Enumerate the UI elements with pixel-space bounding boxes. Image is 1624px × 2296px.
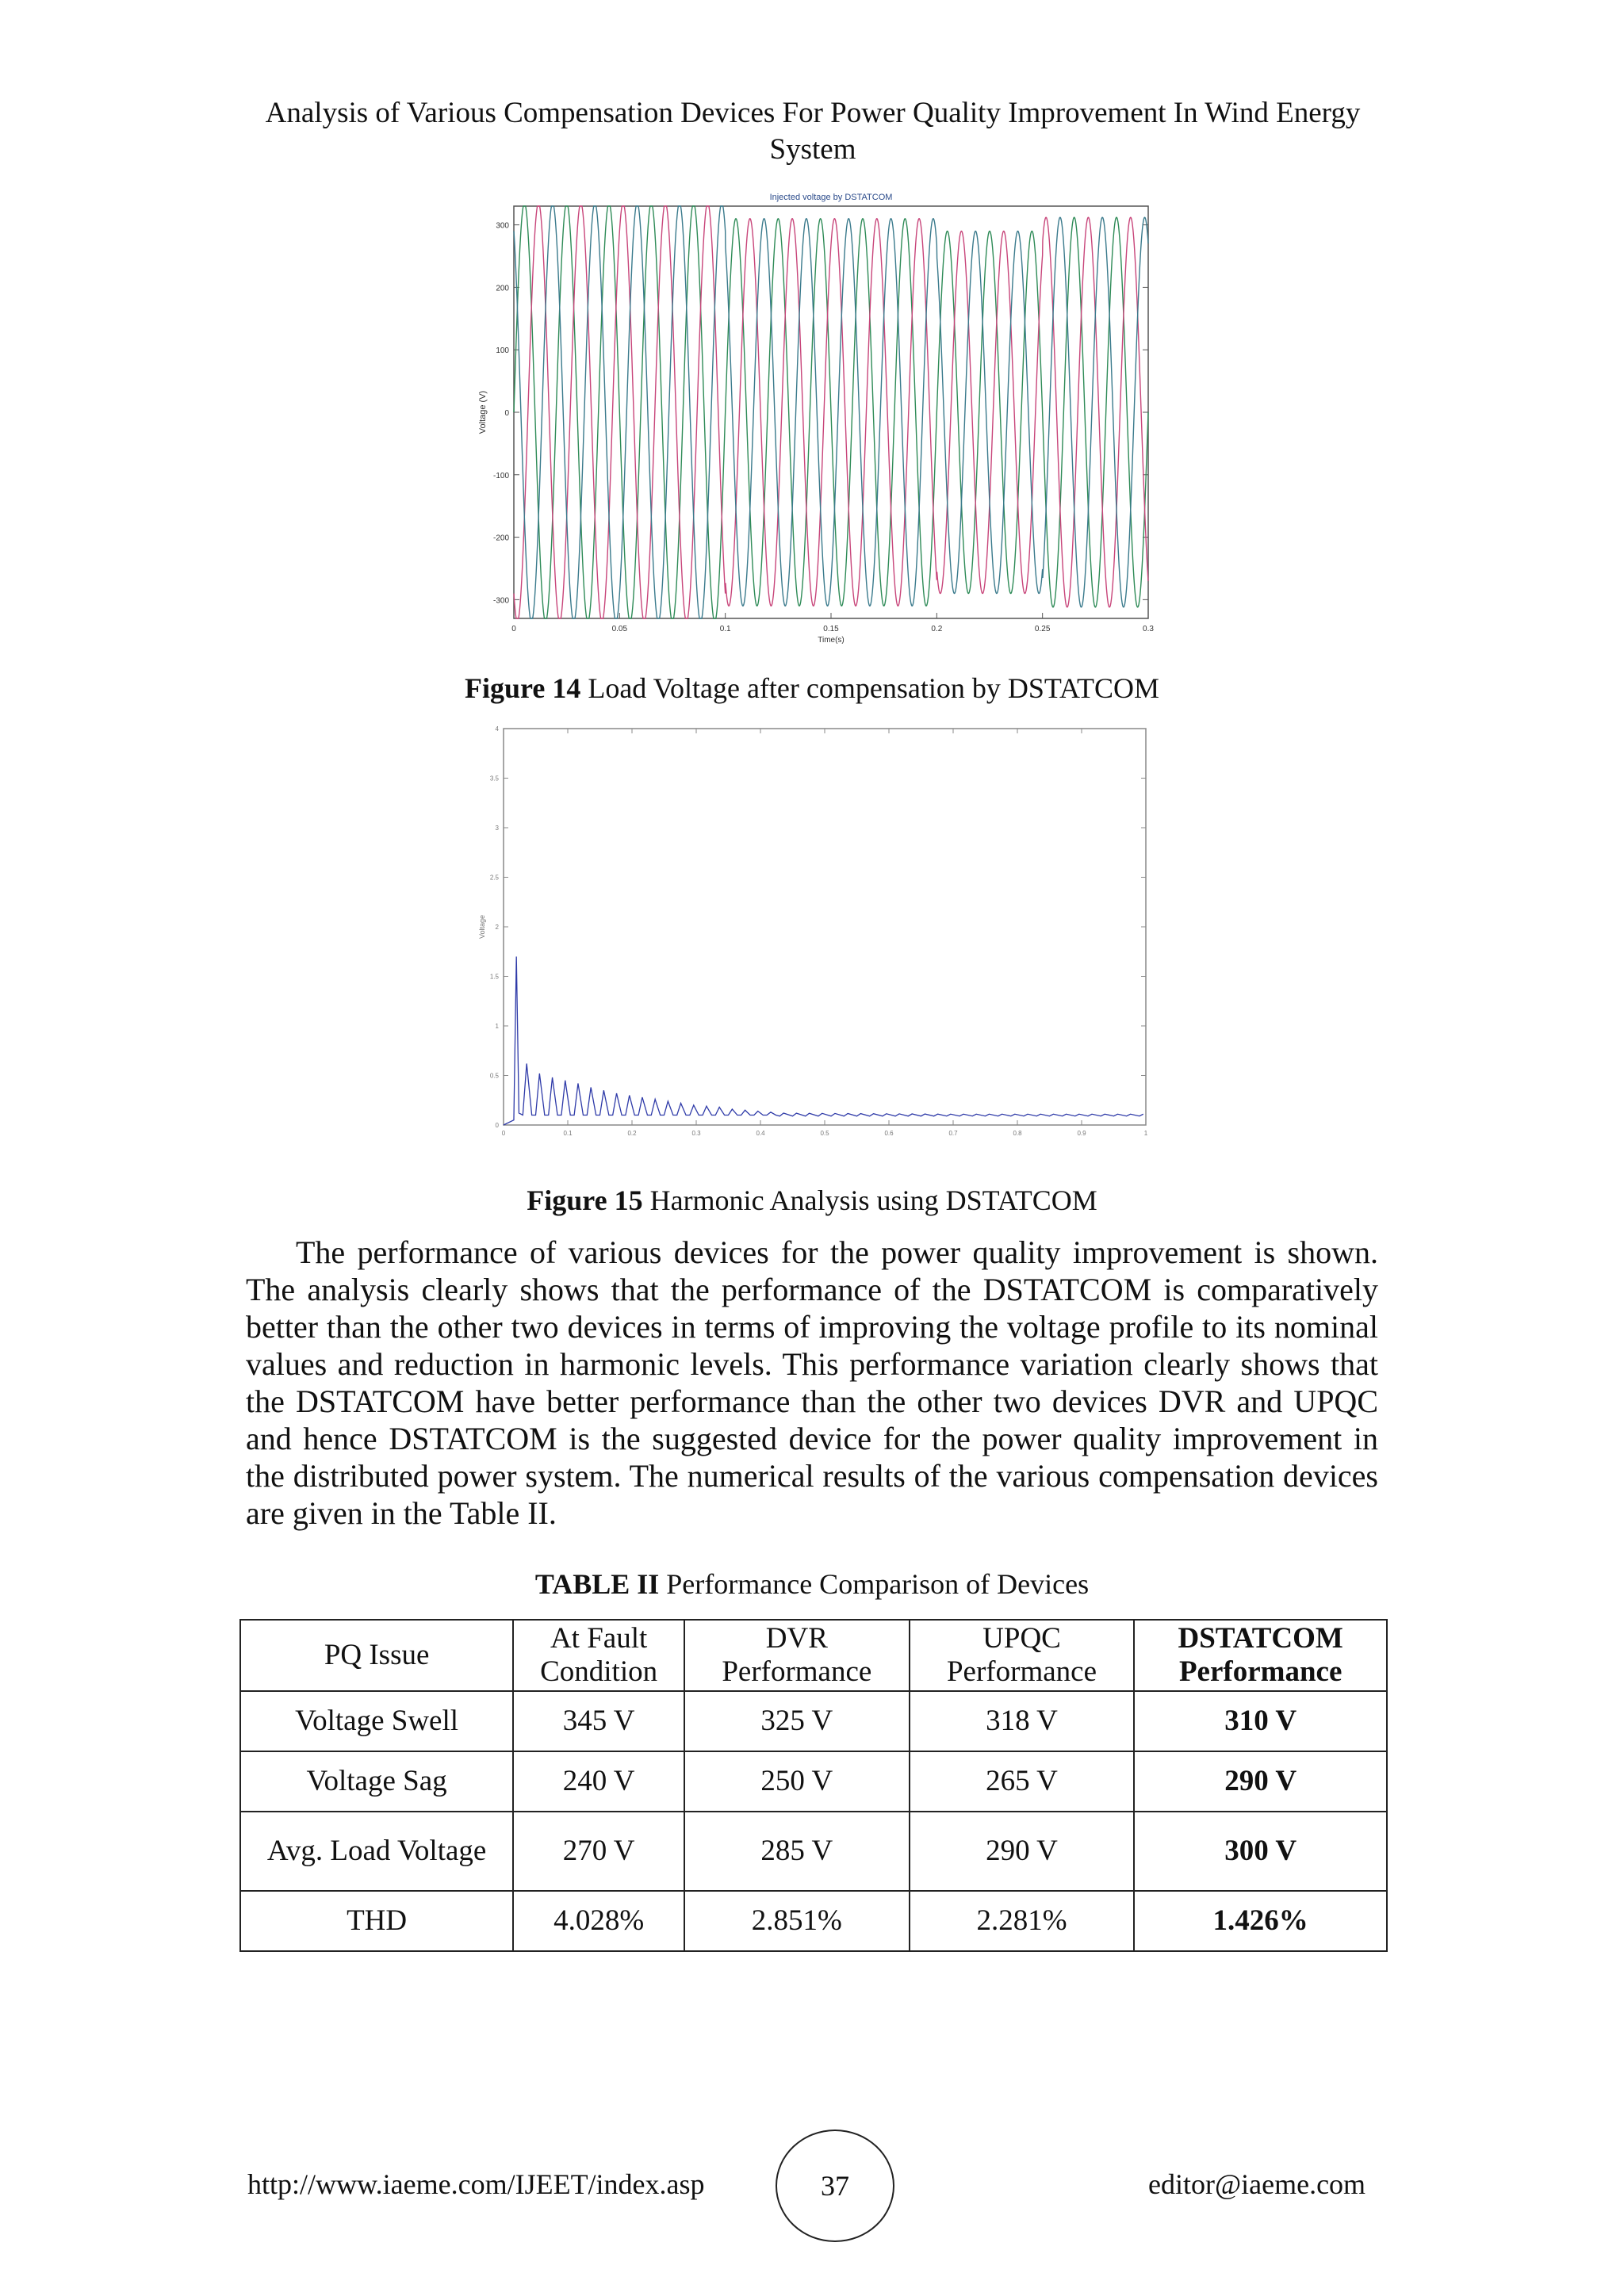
table-cell: Voltage Sag [240,1751,513,1812]
y-tick-label: 3 [495,825,499,832]
footer-url[interactable]: http://www.iaeme.com/IJEET/index.asp [247,2168,705,2200]
table-row [240,1751,1387,1812]
table-row [240,1891,1387,1951]
table-cell: 345 V [513,1691,684,1751]
x-tick-label: 0.2 [627,1130,637,1137]
header-pq-issue: PQ Issue [240,1620,513,1691]
header-dstatcom: DSTATCOM Performance [1134,1620,1387,1691]
y-tick-label: 200 [496,284,509,293]
y-tick-label: 4 [495,725,499,733]
table-cell: 265 V [910,1751,1135,1812]
header-at-fault: At Fault Condition [513,1620,684,1691]
figure-14-label: Figure 14 [465,672,581,704]
table-cell: Avg. Load Voltage [240,1812,513,1891]
figure-14-chart [468,187,1166,647]
running-header: Analysis of Various Compensation Devices For Power Quality Improvement In Wind Energy System [265,97,1361,166]
table-header-row [240,1620,1387,1691]
y-tick-label: 1 [495,1023,499,1030]
x-axis-label: Time(s) [818,636,845,645]
y-tick-label: 0 [495,1122,499,1129]
table-cell: 4.028% [513,1891,684,1951]
x-tick-label: 1 [1143,1130,1148,1137]
table-row [240,1691,1387,1751]
y-axis-label: Voltage (V) [478,390,488,434]
table-cell: 240 V [513,1751,684,1812]
table-cell: 285 V [684,1812,910,1891]
table-cell: 318 V [910,1691,1135,1751]
x-tick-label: 0.1 [563,1130,573,1137]
y-tick-label: 300 [496,221,509,231]
table-caption [0,1567,1624,1601]
x-tick-label: 0.3 [1143,625,1154,633]
x-tick-label: 0.5 [820,1130,829,1137]
page-number: 37 [821,2170,849,2202]
x-tick-label: 0 [511,625,516,633]
y-tick-label: 2 [495,924,499,931]
table-cell: 270 V [513,1812,684,1891]
y-tick-label: -300 [492,596,509,606]
x-tick-label: 0.2 [931,625,943,633]
figure-15-caption-text: Harmonic Analysis using DSTATCOM [649,1184,1097,1216]
table-caption-text: Performance Comparison of Devices [666,1568,1090,1600]
x-tick-label: 0.05 [611,625,628,633]
table-cell: 290 V [1134,1751,1387,1812]
y-tick-label: 0.5 [489,1072,499,1080]
body-paragraph: The performance of various devices for the power quality improvement is shown. The analysis clearly shows that the performance of the DSTATCOM is comparatively better than the other two devices in terms of improving the voltage profile to its nominal values and reduction in harmonic levels. This performance variation clearly shows that the DSTATCOM have better performance than the other two devices DVR and UPQC and hence DSTATCOM is the suggested device for the power quality improvement in the distributed power system. The numerical results of the various compensation devices are given in the Table II. [246,1234,1378,1531]
page-number-circle [776,2130,894,2242]
x-tick-label: 0.9 [1077,1130,1086,1137]
chart-title: Injected voltage by DSTATCOM [769,193,893,202]
y-tick-label: 3.5 [489,775,499,783]
x-tick-label: 0.7 [948,1130,958,1137]
table-cell: 325 V [684,1691,910,1751]
table-cell: 310 V [1134,1691,1387,1751]
table-cell: Voltage Swell [240,1691,513,1751]
plot-frame [504,729,1146,1125]
y-tick-label: -200 [492,534,509,543]
figure-15-chart [472,718,1162,1152]
x-tick-label: 0 [501,1130,506,1137]
performance-table [239,1619,1388,1952]
table-cell: 1.426% [1134,1891,1387,1951]
y-tick-label: -100 [492,471,509,480]
header-upqc: UPQC Performance [910,1620,1135,1691]
table-cell: 300 V [1134,1812,1387,1891]
y-tick-label: 1.5 [489,973,499,981]
table-cell: 2.851% [684,1891,910,1951]
x-tick-label: 0.25 [1034,625,1051,633]
header-dvr: DVR Performance [684,1620,910,1691]
y-tick-label: 100 [496,346,509,356]
table-label: TABLE II [534,1568,660,1600]
figure-15-caption [0,1183,1624,1218]
x-tick-label: 0.1 [719,625,731,633]
y-axis-label: Voltage [478,914,486,939]
table-cell: 2.281% [910,1891,1135,1951]
table-cell: 290 V [910,1812,1135,1891]
y-tick-label: 0 [504,409,509,418]
footer-email[interactable]: editor@iaeme.com [1148,2168,1366,2200]
table-cell: 250 V [684,1751,910,1812]
figure-14-caption-text: Load Voltage after compensation by DSTATCOM [588,672,1159,704]
y-tick-label: 2.5 [489,874,499,882]
figure-14-caption [0,671,1624,706]
table-row [240,1812,1387,1891]
x-tick-label: 0.6 [884,1130,894,1137]
table-cell: THD [240,1891,513,1951]
x-tick-label: 0.15 [823,625,839,633]
x-tick-label: 0.4 [756,1130,765,1137]
x-tick-label: 0.3 [691,1130,701,1137]
x-tick-label: 0.8 [1013,1130,1022,1137]
figure-15-label: Figure 15 [527,1184,643,1216]
